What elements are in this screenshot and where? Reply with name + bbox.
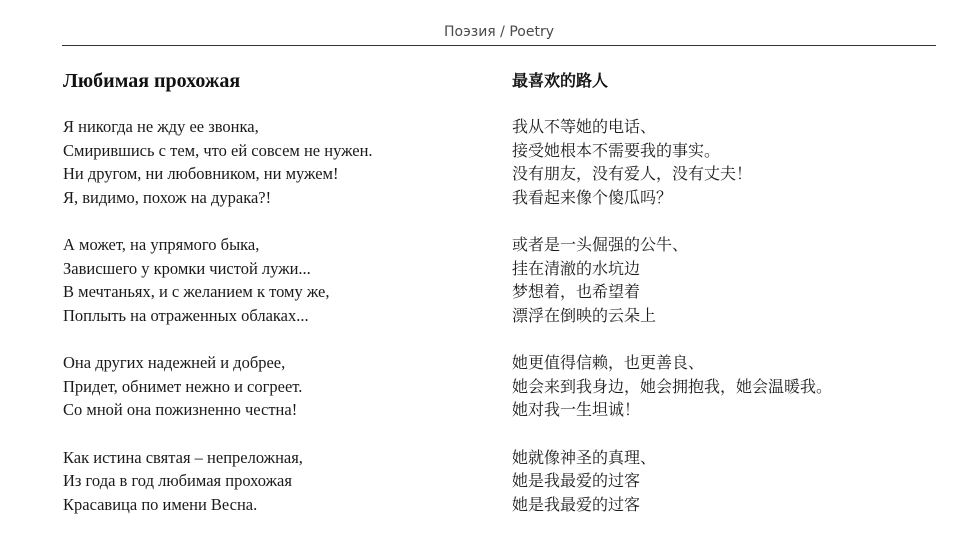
- poem-line: Со мной она пожизненно честна!: [63, 400, 298, 419]
- poem-line: 她更值得信赖，也更善良、: [512, 353, 705, 372]
- russian-stanzas: [63, 115, 483, 516]
- poem-line: 她是我最爱的过客: [512, 471, 641, 490]
- poem-line: Я, видимо, похож на дурака?!: [63, 187, 272, 207]
- poem-line: Смирившись с тем, что ей совсем не нужен.: [63, 140, 373, 160]
- stanza: [63, 233, 483, 327]
- poem-line: Красавица по имени Весна.: [63, 494, 258, 514]
- poem-line: Зависшего у кромки чистой лужи...: [63, 258, 311, 278]
- poem-line: 她会来到我身边，她会拥抱我，她会温暖我。: [512, 376, 833, 396]
- poem-line: Ни другом, ни любовником, ни мужем!: [63, 164, 339, 183]
- poem-line: 她对我一生坦诚！: [512, 400, 641, 419]
- poem-line: 她是我最爱的过客: [512, 494, 641, 514]
- section-title: Поэзия / Poetry: [443, 24, 554, 40]
- stanza: [512, 351, 942, 422]
- poem-line: 没有朋友，没有爱人，没有丈夫！: [512, 164, 753, 183]
- poem-line: 挂在清澈的水坑边: [512, 258, 641, 278]
- chinese-poem: [512, 66, 942, 540]
- stanza: [512, 115, 942, 209]
- poem-line: 接受她根本不需要我的事实。: [512, 140, 721, 160]
- poem-line: 我看起来像个傻瓜吗？: [512, 187, 673, 207]
- poem-line: 梦想着，也希望着: [512, 282, 641, 301]
- poem-line: Поплыть на отраженных облаках...: [63, 305, 309, 325]
- stanza: [512, 233, 942, 327]
- stanza: [512, 446, 942, 517]
- stanza: [63, 351, 483, 422]
- poem-line: 或者是一头倔强的公牛、: [512, 235, 689, 254]
- stanza: [63, 446, 483, 517]
- chinese-stanzas: [512, 115, 942, 516]
- poem-line: 我从不等她的电话、: [512, 117, 657, 136]
- poem-line: Придет, обнимет нежно и согреет.: [63, 376, 303, 396]
- poem-line: Я никогда не жду ее звонка,: [63, 117, 259, 136]
- poem-line: 漂浮在倒映的云朵上: [512, 305, 657, 325]
- poem-line: Она других надежней и добрее,: [63, 353, 286, 372]
- poem-line: Как истина святая – непреложная,: [63, 447, 303, 467]
- poem-line: В мечтаньях, и с желанием к тому же,: [63, 282, 330, 301]
- poem-title-chinese: 最喜欢的路人: [512, 71, 609, 90]
- page-header: [62, 0, 936, 46]
- poem-line: 她就像神圣的真理、: [512, 447, 657, 467]
- poem-line: Из года в год любимая прохожая: [63, 471, 292, 490]
- russian-poem: [63, 66, 483, 540]
- stanza: [63, 115, 483, 209]
- poem-title-russian: Любимая прохожая: [63, 70, 241, 92]
- poem-line: А может, на упрямого быка,: [63, 235, 260, 254]
